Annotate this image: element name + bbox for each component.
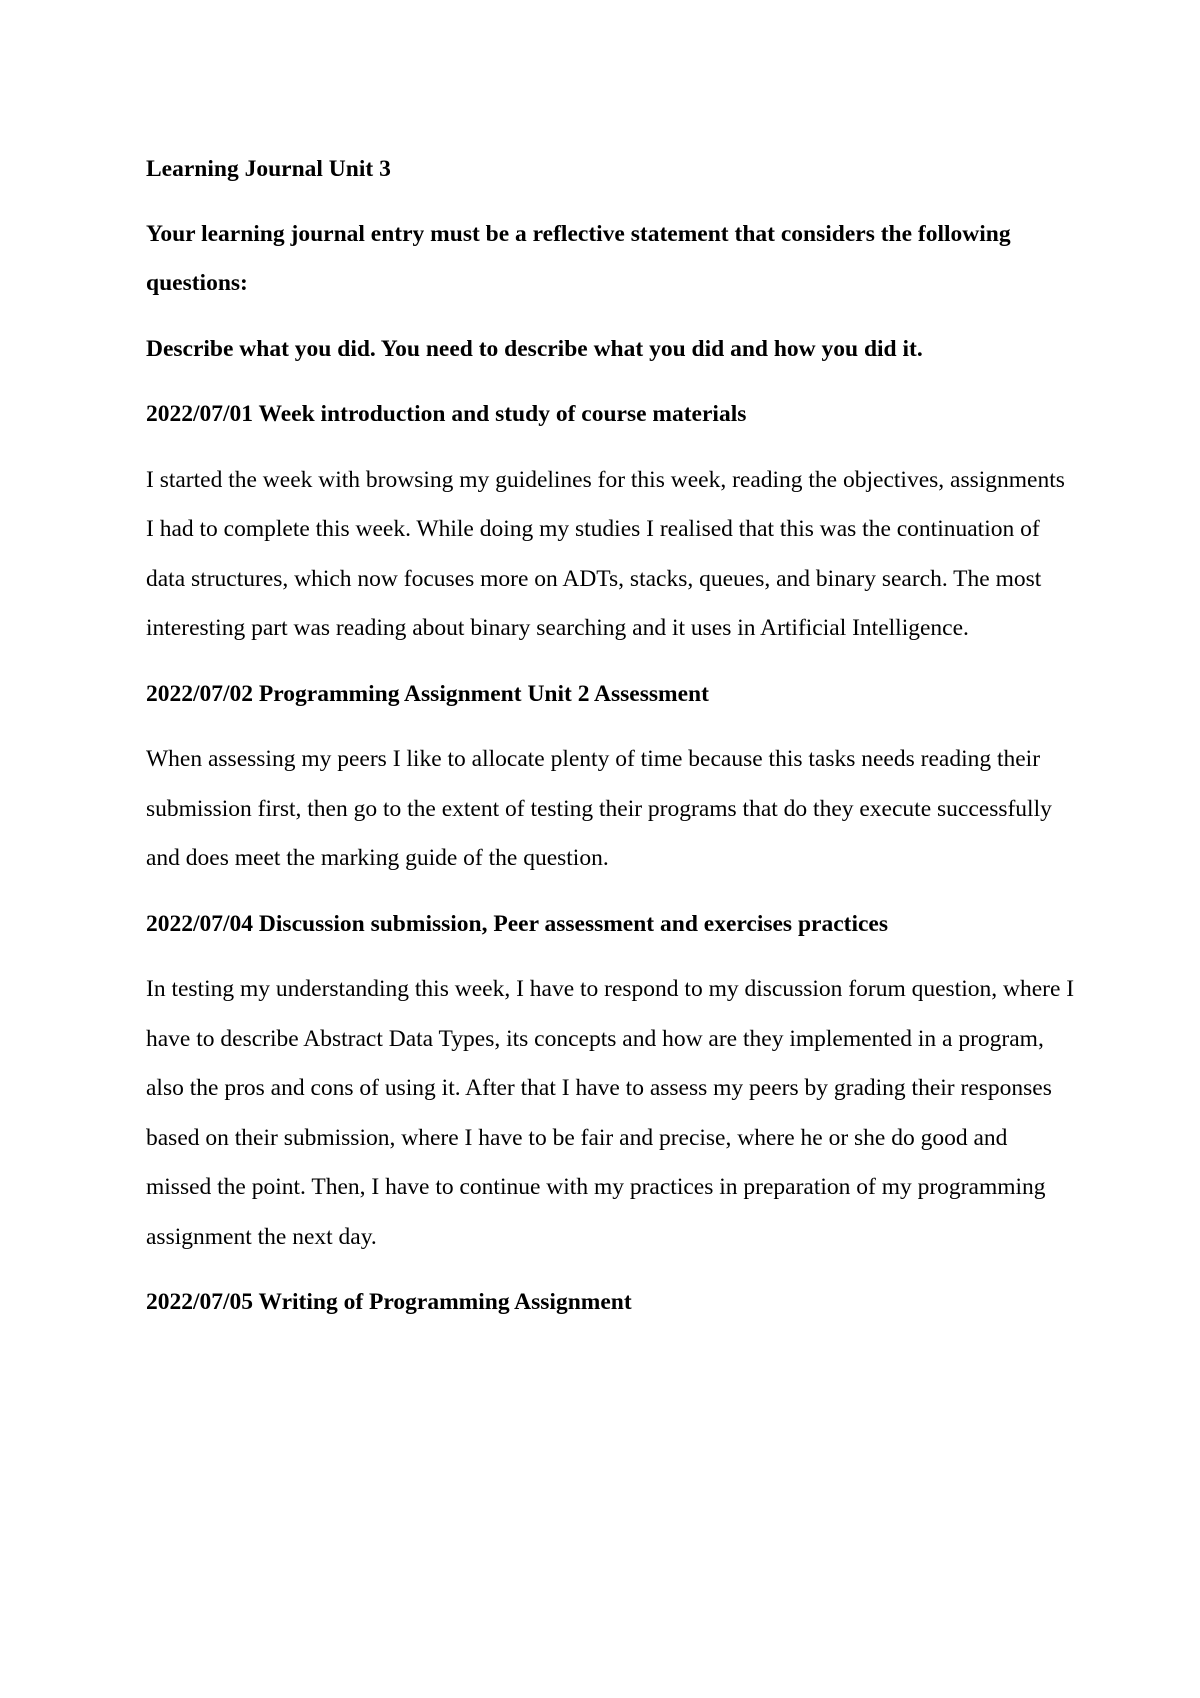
entry-heading: 2022/07/04 Discussion submission, Peer assessment and exercises practices: [146, 910, 888, 937]
entry-body: In testing my understanding this week, I have to respond to my discussion forum question, where I have to describe Abstract Data Types, its concepts and how are they implemented in a program, also the pros and cons of using it. After that I have to assess my peers by grading their responses based on their submission, where I have to be fair and precise, where he or she do good and missed the point. Then, I have to continue with my practices in preparation of my programming assignment the next day.: [146, 976, 1075, 1250]
prompt-question: Describe what you did. You need to describe what you did and how you did it.: [146, 335, 923, 362]
prompt-intro: Your learning journal entry must be a reflective statement that considers the following questions:: [146, 220, 1011, 296]
entry-body: I started the week with browsing my guidelines for this week, reading the objectives, assignments I had to complete this week. While doing my studies I realised that this was the continuation of data structures, which now focuses more on ADTs, stacks, queues, and binary search. The most interesting part was reading about binary searching and it uses in Artificial Intelligence.: [146, 466, 1065, 641]
document-title: Learning Journal Unit 3: [146, 156, 391, 182]
entry-heading: 2022/07/01 Week introduction and study of course materials: [146, 401, 747, 427]
entry-body: When assessing my peers I like to allocate plenty of time because this tasks needs reading their submission first, then go to the extent of testing their programs that do they execute successfully and does meet the marking guide of the question.: [146, 746, 1052, 871]
document-body: [146, 145, 1076, 1344]
entry-heading: 2022/07/02 Programming Assignment Unit 2 Assessment: [146, 680, 709, 707]
entry-heading: 2022/07/05 Writing of Programming Assignment: [146, 1289, 632, 1315]
